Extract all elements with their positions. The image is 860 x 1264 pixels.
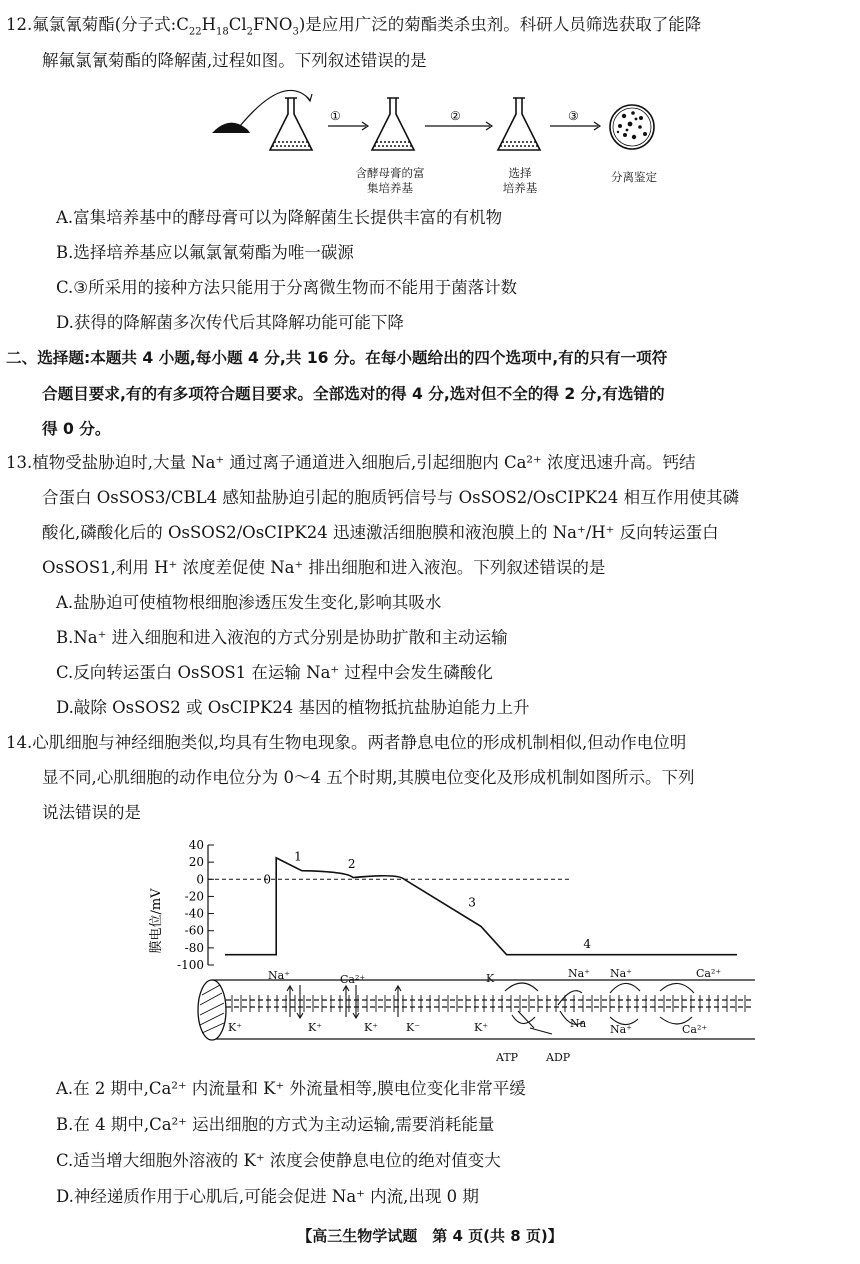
label-adp: ADP bbox=[546, 1051, 571, 1064]
label-k-top: K bbox=[486, 972, 495, 985]
phase-label-4: 4 bbox=[583, 936, 592, 951]
q13-option-c: C.反向转运蛋白 OsSOS1 在运输 Na⁺ 过程中会发生磷酸化 bbox=[56, 663, 493, 682]
section2-line1: 二、选择题:本题共 4 小题,每小题 4 分,共 16 分。在每小题给出的四个选项中,有的只有一项符 bbox=[6, 349, 668, 367]
label-k-bottom-2: K⁺ bbox=[308, 1021, 323, 1034]
section2-line2: 合题目要求,有的有多项符合题目要求。全部选对的得 4 分,选对但不全的得 2 分,有选错的 bbox=[42, 385, 665, 403]
y-tick-label: -100 bbox=[177, 958, 204, 972]
label-na-top-2: Na⁺ bbox=[568, 967, 590, 980]
step-label-3: ③ bbox=[568, 109, 579, 123]
label-k-bottom-5: K⁺ bbox=[474, 1021, 489, 1034]
label-k-bottom-3: K⁺ bbox=[364, 1021, 379, 1034]
q14-option-b: B.在 4 期中,Ca²⁺ 运出细胞的方式为主动运输,需要消耗能量 bbox=[56, 1115, 495, 1134]
q12-option-b: B.选择培养基应以氟氯氰菊酯为唯一碳源 bbox=[56, 243, 354, 262]
label-ca-bottom: Ca²⁺ bbox=[682, 1023, 708, 1036]
ion-flow-arrow bbox=[297, 985, 303, 1018]
label-atp: ATP bbox=[496, 1051, 519, 1064]
isolate-label: 分离鉴定 bbox=[611, 170, 657, 184]
label-k-bottom-4: K⁻ bbox=[406, 1021, 421, 1034]
soil-sample-icon bbox=[212, 123, 250, 133]
phase-label-0: 0 bbox=[263, 872, 272, 887]
y-tick-label: 0 bbox=[196, 872, 204, 887]
y-tick-label: -20 bbox=[184, 889, 204, 904]
phase-label-1: 1 bbox=[294, 849, 302, 864]
label-ca-top: Ca²⁺ bbox=[340, 973, 366, 986]
q13-stem-line4: OsSOS1,利用 H⁺ 浓度差促使 Na⁺ 排出细胞和进入液泡。下列叙述错误的是 bbox=[42, 558, 606, 577]
q12-stem-line1: 12.氟氯氰菊酯(分子式$:C_{22}H_{18}Cl_2FNO_3$)是应用广泛的菊酯类杀虫剂。科研人员筛选获取了能降 bbox=[6, 15, 702, 38]
ion-flow-arrow bbox=[343, 986, 349, 1017]
q14-stem-line2: 显不同,心肌细胞的动作电位分为 0～4 五个时期,其膜电位变化及形成机制如图所示。下列 bbox=[42, 768, 695, 787]
y-axis-label: 膜电位/mV bbox=[149, 888, 164, 954]
flask-icon-1 bbox=[270, 98, 312, 150]
q12-option-d: D.获得的降解菌多次传代后其降解功能可能下降 bbox=[56, 313, 404, 332]
enrich-medium-label: 含酵母膏的富 集培养基 bbox=[355, 166, 425, 195]
label-na-bottom-2: Na⁺ bbox=[610, 1023, 632, 1036]
page-footer: 【高三生物学试题 第 4 页(共 8 页)】 bbox=[297, 1227, 563, 1245]
q13-stem-line3: 酸化,磷酸化后的 OsSOS2/OsCIPK24 迅速激活细胞膜和液泡膜上的 Na⁺/H⁺ 反向转运蛋白 bbox=[42, 523, 719, 542]
label-na-bottom: Na bbox=[570, 1017, 587, 1030]
q12-option-a: A.富集培养基中的酵母膏可以为降解菌生长提供丰富的有机物 bbox=[56, 208, 503, 227]
flask-icon-3 bbox=[498, 98, 540, 150]
y-tick-label: -40 bbox=[184, 906, 204, 921]
phase-label-2: 2 bbox=[347, 857, 356, 872]
q13-stem-line1: 13.植物受盐胁迫时,大量 Na⁺ 通过离子通道进入细胞后,引起细胞内 Ca²⁺ 浓度迅速升高。钙结 bbox=[6, 453, 696, 472]
action-potential-chart bbox=[140, 835, 760, 1065]
membrane-potential-line bbox=[225, 858, 737, 955]
y-tick-label: 40 bbox=[188, 838, 204, 852]
q13-stem-line2: 合蛋白 OsSOS3/CBL4 感知盐胁迫引起的胞质钙信号与 OsSOS2/OsCIPK24 相互作用使其磷 bbox=[42, 488, 740, 507]
q13-option-a: A.盐胁迫可使植物根细胞渗透压发生变化,影响其吸水 bbox=[56, 593, 442, 612]
q13-option-b: B.Na⁺ 进入细胞和进入液泡的方式分别是协助扩散和主动运输 bbox=[56, 628, 508, 647]
q12-process-figure bbox=[200, 80, 680, 160]
label-na-top-3: Na⁺ bbox=[610, 967, 632, 980]
q14-stem-line1: 14.心肌细胞与神经细胞类似,均具有生物电现象。两者静息电位的形成机制相似,但动作电位明 bbox=[6, 733, 687, 752]
q14-option-d: D.神经递质作用于心肌后,可能会促进 Na⁺ 内流,出现 0 期 bbox=[56, 1187, 479, 1206]
ion-flow-arrow bbox=[395, 986, 401, 1017]
petri-dish-icon bbox=[610, 105, 654, 149]
label-ca-top-2: Ca²⁺ bbox=[696, 967, 722, 980]
flask-icon-2 bbox=[372, 98, 414, 150]
label-na-top: Na⁺ bbox=[268, 969, 290, 982]
q12-option-c: C.③所采用的接种方法只能用于分离微生物而不能用于菌落计数 bbox=[56, 278, 518, 297]
y-tick-label: -80 bbox=[184, 940, 204, 955]
q14-option-a: A.在 2 期中,Ca²⁺ 内流量和 K⁺ 外流量相等,膜电位变化非常平缓 bbox=[56, 1079, 526, 1098]
y-tick-label: 20 bbox=[188, 855, 204, 870]
label-k-bottom-1: K⁺ bbox=[228, 1021, 243, 1034]
q14-option-c: C.适当增大细胞外溶液的 K⁺ 浓度会使静息电位的绝对值变大 bbox=[56, 1151, 501, 1170]
ion-flow-arrow bbox=[287, 986, 293, 1017]
y-tick-label: -60 bbox=[184, 923, 204, 938]
q12-stem-line2: 解氟氯氰菊酯的降解菌,过程如图。下列叙述错误的是 bbox=[42, 51, 427, 70]
step-label-2: ② bbox=[450, 109, 461, 123]
section2-line3: 得 0 分。 bbox=[42, 420, 111, 438]
q14-stem-line3: 说法错误的是 bbox=[42, 803, 141, 822]
select-medium-label: 选择 培养基 bbox=[502, 166, 538, 195]
q13-option-d: D.敲除 OsSOS2 或 OsCIPK24 基因的植物抵抗盐胁迫能力上升 bbox=[56, 698, 530, 717]
phase-label-3: 3 bbox=[468, 895, 476, 910]
step-label-1: ① bbox=[330, 109, 341, 123]
